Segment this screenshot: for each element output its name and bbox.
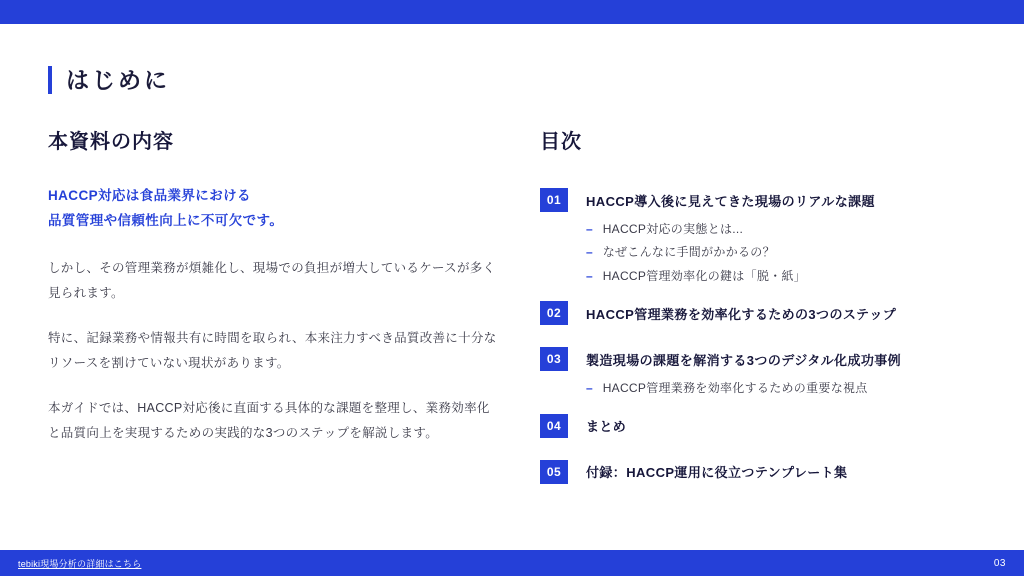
toc-item-05[interactable] xyxy=(540,460,980,484)
toc-subitem[interactable] xyxy=(586,245,980,259)
toc-sublist-01 xyxy=(586,222,980,283)
toc-subitem-label: HACCP管理効率化の鍵は「脱・紙」 xyxy=(602,268,807,283)
toc-subitem[interactable] xyxy=(586,222,980,236)
body-paragraph-1: しかし、その管理業務が煩雑化し、現場での負担が増大しているケースが多く見られます。 xyxy=(48,260,496,300)
toc-sublist-03 xyxy=(586,381,980,395)
toc-subitem-label: なぜこんなに手間がかかるの？ xyxy=(602,245,775,260)
dash-icon: – xyxy=(586,222,593,236)
toc-subitem[interactable] xyxy=(586,269,980,283)
top-accent-bar xyxy=(0,0,1024,24)
dash-icon: – xyxy=(586,268,593,283)
dash-icon: – xyxy=(586,381,593,396)
toc-item-label: HACCP管理業務を効率化するための3つのステップ xyxy=(586,306,897,322)
lead-line-1: HACCP対応は食品業界における xyxy=(48,188,251,203)
spacer xyxy=(540,444,980,460)
toc-item-02[interactable] xyxy=(540,301,980,325)
toc-item-03[interactable] xyxy=(540,347,980,371)
dash-icon: – xyxy=(586,245,593,260)
footer-link[interactable]: tebiki現場分析の詳細はこちら xyxy=(18,558,142,569)
content-column xyxy=(48,125,500,466)
toc-subitem[interactable] xyxy=(586,381,980,395)
section-heading xyxy=(48,62,170,95)
lead-paragraph xyxy=(48,184,500,234)
section-accent-mark xyxy=(48,66,52,94)
toc-subitem-label: HACCP対応の実態とは... xyxy=(602,222,744,236)
toc-subitem-label: HACCP管理業務を効率化するための重要な視点 xyxy=(602,381,868,396)
page-title: はじめに xyxy=(66,67,170,93)
toc-number-badge: 03 xyxy=(540,347,568,371)
content-column-title: 本資料の内容 xyxy=(48,131,174,153)
toc-title: 目次 xyxy=(540,131,582,153)
toc-number-badge: 01 xyxy=(540,188,568,212)
table-of-contents xyxy=(540,125,980,490)
spacer xyxy=(540,331,980,347)
toc-item-label: 製造現場の課題を解消する3つのデジタル化成功事例 xyxy=(586,352,902,368)
toc-item-label: HACCP導入後に見えてきた現場のリアルな課題 xyxy=(586,193,875,209)
toc-number-badge: 05 xyxy=(540,460,568,484)
body-paragraph-2: 特に、記録業務や情報共有に時間を取られ、本来注力すべき品質改善に十分なリソースを割けていない現状があります。 xyxy=(48,330,497,370)
toc-number-badge: 04 xyxy=(540,414,568,438)
toc-item-01[interactable] xyxy=(540,188,980,212)
page-number: 03 xyxy=(993,557,1006,569)
lead-line-2: 品質管理や信頼性向上に不可欠です。 xyxy=(48,212,284,228)
toc-item-label: まとめ xyxy=(586,419,627,435)
toc-number-badge: 02 xyxy=(540,301,568,325)
footer-bar xyxy=(0,550,1024,576)
toc-item-label: 付録：HACCP運用に役立つテンプレート集 xyxy=(586,465,848,481)
toc-item-04[interactable] xyxy=(540,414,980,438)
body-paragraph-3: 本ガイドでは、HACCP対応後に直面する具体的な課題を整理し、業務効率化と品質向上を実現するための実践的な3つのステップを解説します。 xyxy=(48,400,490,440)
